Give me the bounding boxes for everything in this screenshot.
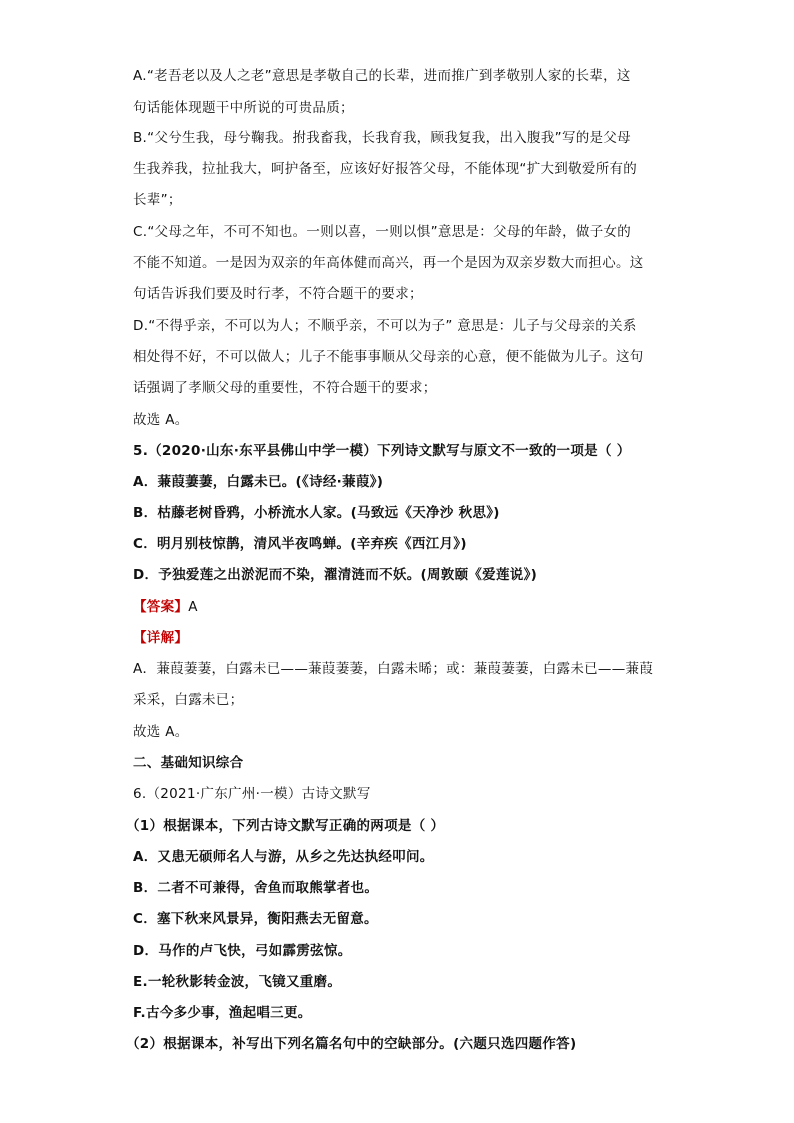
q5-option-a: A．蒹葭萋萋，白露未已。(《诗经·蒹葭》) (133, 474, 384, 490)
q4-analysis-b-line3: 长辈”； (133, 192, 182, 208)
q4-analysis-b-line1: B.“父兮生我，母兮鞠我。拊我畜我，长我育我，顾我复我，出入腹我”写的是父母 (133, 130, 631, 146)
q5-detail-heading (133, 628, 673, 648)
q5-option-b: B．枯藤老树昏鸦，小桥流水人家。(马致远《天净沙 秋思》) (133, 505, 500, 521)
q5-detail-line1: A．蒹葭萋萋，白露未已——蒹葭萋萋，白露未晞；或：蒹葭萋萋，白露未已——蒹葭 (133, 661, 654, 677)
q5-option-c: C．明月别枝惊鹊，清风半夜鸣蝉。(辛弃疾《西江月》) (133, 536, 467, 552)
q5-option-d: D．予独爱莲之出淤泥而不染，濯清涟而不妖。(周敦颐《爱莲说》) (133, 567, 538, 583)
q6-option-a: A．又患无硕师名人与游，从乡之先达执经叩问。 (133, 849, 434, 865)
q5-conclusion: 故选 A。 (133, 724, 189, 740)
q6-stem: 6.（2021·广东广州·一模）古诗文默写 (133, 786, 371, 802)
q6-sub2: （2）根据课本，补写出下列名篇名句中的空缺部分。(六题只选四题作答) (126, 1036, 577, 1052)
q4-analysis-c-line1: C.“父母之年，不可不知也。一则以喜，一则以惧”意思是：父母的年龄，做子女的 (133, 224, 632, 240)
q5-answer (133, 597, 673, 617)
q6-sub1: （1）根据课本，下列古诗文默写正确的两项是（ ） (126, 818, 445, 834)
q5-stem: 5.（2020·山东·东平县佛山中学一模）下列诗文默写与原文不一致的一项是（ ） (133, 443, 631, 459)
q4-analysis-d-line1: D.“不得乎亲，不可以为人；不顺乎亲，不可以为子” 意思是：儿子与父母亲的关系 (133, 318, 637, 334)
q4-analysis-d-line3: 话强调了孝顺父母的重要性，不符合题干的要求； (133, 380, 437, 396)
answer-value: A (188, 599, 198, 615)
q4-analysis-b-line2: 生我养我，拉扯我大，呵护备至，应该好好报答父母，不能体现“扩大到敬爱所有的 (133, 161, 638, 177)
q6-option-b: B．二者不可兼得，舍鱼而取熊掌者也。 (133, 880, 379, 896)
q4-conclusion: 故选 A。 (133, 412, 189, 428)
detail-label: 【详解】 (133, 630, 189, 646)
q4-analysis-a-line2: 句话能体现题干中所说的可贵品质； (133, 100, 354, 116)
q6-option-c: C．塞下秋来风景异，衡阳燕去无留意。 (133, 911, 378, 927)
q4-analysis-a-line1: A.“老吾老以及人之老”意思是孝敬自己的长辈，进而推广到孝敬别人家的长辈，这 (133, 68, 631, 84)
answer-label: 【答案】 (133, 599, 189, 615)
q4-analysis-d-line2: 相处得不好，不可以做人；儿子不能事事顺从父母亲的心意，便不能做为儿子。这句 (133, 349, 644, 365)
q6-option-f: F.古今多少事，渔起唱三更。 (133, 1005, 312, 1021)
q4-analysis-c-line2: 不能不知道。一是因为双亲的年高体健而高兴，再一个是因为双亲岁数大而担心。这 (133, 255, 644, 271)
q6-option-e: E.一轮秋影转金波，飞镜又重磨。 (133, 974, 342, 990)
q6-option-d: D．马作的卢飞快，弓如霹雳弦惊。 (133, 943, 352, 959)
q4-analysis-c-line3: 句话告诉我们要及时行孝，不符合题干的要求； (133, 286, 423, 302)
section-heading: 二、基础知识综合 (133, 755, 244, 771)
q5-detail-line2: 采采，白露未已； (133, 692, 244, 708)
